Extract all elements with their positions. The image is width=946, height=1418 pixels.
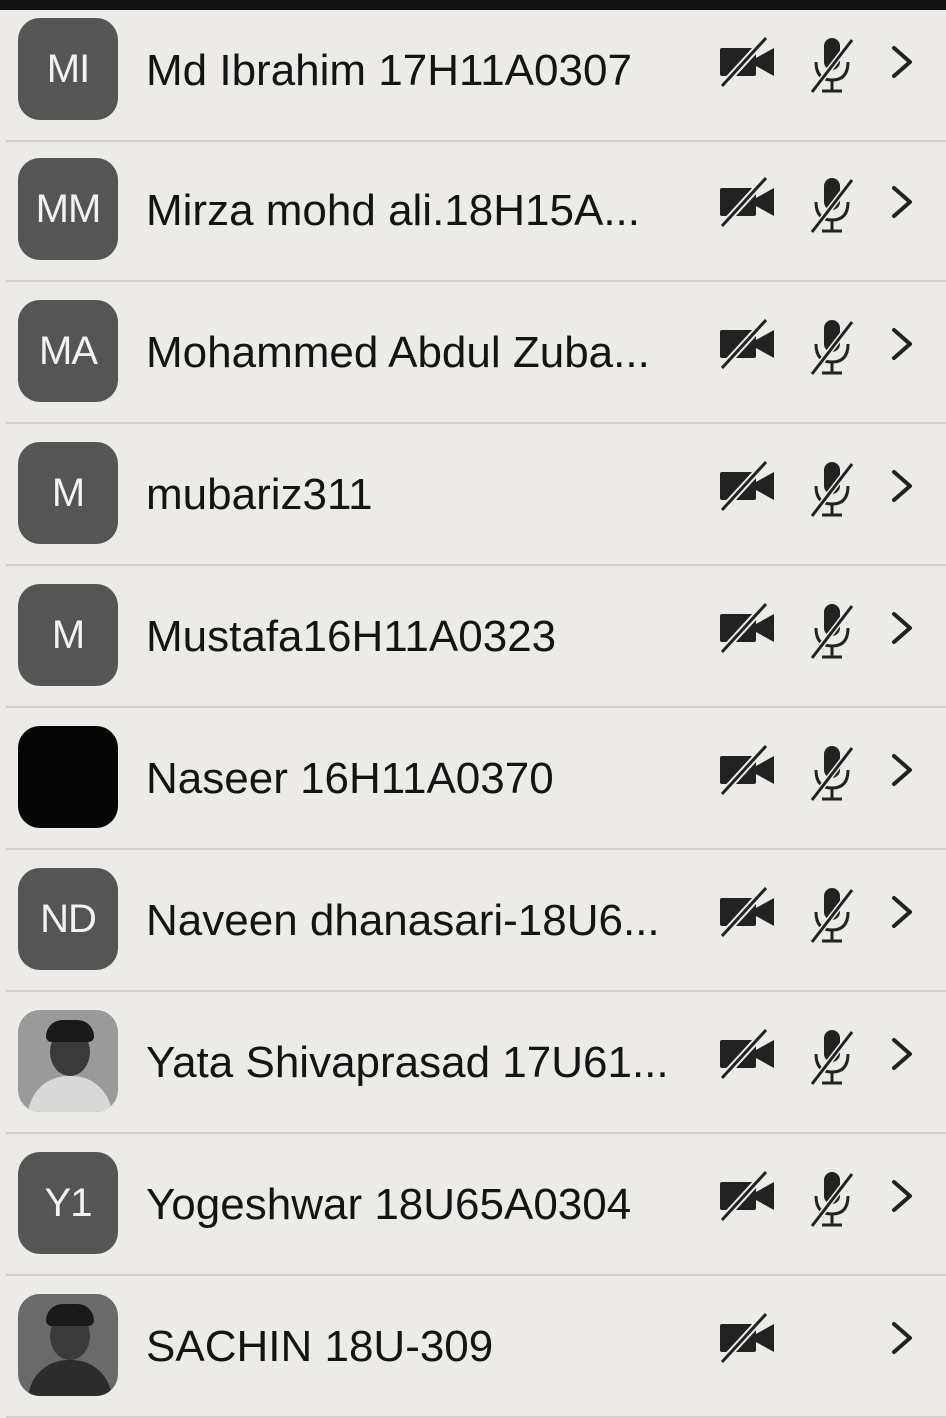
participant-name: Naveen dhanasari-18U6...	[146, 896, 660, 945]
participant-name: Mohammed Abdul Zuba...	[146, 328, 650, 377]
participant-name: Mustafa16H11A0323	[146, 612, 557, 661]
participant-name: Yata Shivaprasad 17U61...	[146, 1038, 669, 1087]
participant-row[interactable]	[0, 850, 946, 992]
video-off-icon[interactable]	[716, 742, 780, 803]
participant-row[interactable]	[0, 1276, 946, 1418]
mic-off-icon[interactable]	[804, 316, 860, 385]
participant-name: Md Ibrahim 17H11A0307	[146, 46, 632, 95]
participant-row[interactable]	[0, 566, 946, 708]
video-off-icon[interactable]	[716, 884, 780, 945]
chevron-right-icon[interactable]	[884, 608, 918, 653]
chevron-right-icon[interactable]	[884, 892, 918, 937]
avatar	[18, 726, 118, 828]
participant-name: Mirza mohd ali.18H15A...	[146, 186, 640, 235]
participant-name: mubariz311	[146, 470, 373, 519]
participant-row[interactable]	[0, 282, 946, 424]
video-off-icon[interactable]	[716, 316, 780, 377]
chevron-right-icon[interactable]	[884, 750, 918, 795]
chevron-right-icon[interactable]	[884, 182, 918, 227]
participant-name: SACHIN 18U-309	[146, 1322, 494, 1371]
chevron-right-icon[interactable]	[884, 1318, 918, 1363]
avatar-initials: MI	[46, 46, 90, 91]
avatar	[18, 1294, 118, 1396]
avatar	[18, 868, 118, 970]
chevron-right-icon[interactable]	[884, 1034, 918, 1079]
avatar	[18, 1152, 118, 1254]
mic-off-icon[interactable]	[804, 600, 860, 669]
mic-off-icon[interactable]	[804, 1168, 860, 1237]
video-off-icon[interactable]	[716, 600, 780, 661]
participant-row[interactable]	[0, 140, 946, 282]
video-off-icon[interactable]	[716, 1168, 780, 1229]
avatar	[18, 1010, 118, 1112]
chevron-right-icon[interactable]	[884, 324, 918, 369]
chevron-right-icon[interactable]	[884, 1176, 918, 1221]
mic-off-icon[interactable]	[804, 174, 860, 243]
video-off-icon[interactable]	[716, 1310, 780, 1371]
avatar-initials: MA	[39, 328, 97, 373]
participant-row[interactable]	[0, 424, 946, 566]
avatar	[18, 442, 118, 544]
avatar	[18, 18, 118, 120]
mic-off-icon[interactable]	[804, 34, 860, 103]
mic-off-icon[interactable]	[804, 742, 860, 811]
avatar-initials: M	[51, 612, 85, 657]
mic-off-icon[interactable]	[804, 458, 860, 527]
participant-row[interactable]	[0, 992, 946, 1134]
participant-name: Naseer 16H11A0370	[146, 754, 554, 803]
mic-off-icon[interactable]	[804, 1026, 860, 1095]
video-off-icon[interactable]	[716, 458, 780, 519]
avatar-initials: ND	[40, 896, 96, 941]
chevron-right-icon[interactable]	[884, 466, 918, 511]
participant-name: Yogeshwar 18U65A0304	[146, 1180, 632, 1229]
chevron-right-icon[interactable]	[884, 42, 918, 87]
avatar	[18, 584, 118, 686]
avatar	[18, 300, 118, 402]
avatar-initials: M	[51, 470, 85, 515]
avatar-initials: MM	[35, 186, 101, 231]
avatar	[18, 158, 118, 260]
video-off-icon[interactable]	[716, 174, 780, 235]
mic-off-icon[interactable]	[804, 884, 860, 953]
participant-row[interactable]	[0, 0, 946, 142]
video-off-icon[interactable]	[716, 1026, 780, 1087]
participant-row[interactable]	[0, 1134, 946, 1276]
video-off-icon[interactable]	[716, 34, 780, 95]
avatar-initials: Y1	[44, 1180, 92, 1225]
participant-row[interactable]	[0, 708, 946, 850]
